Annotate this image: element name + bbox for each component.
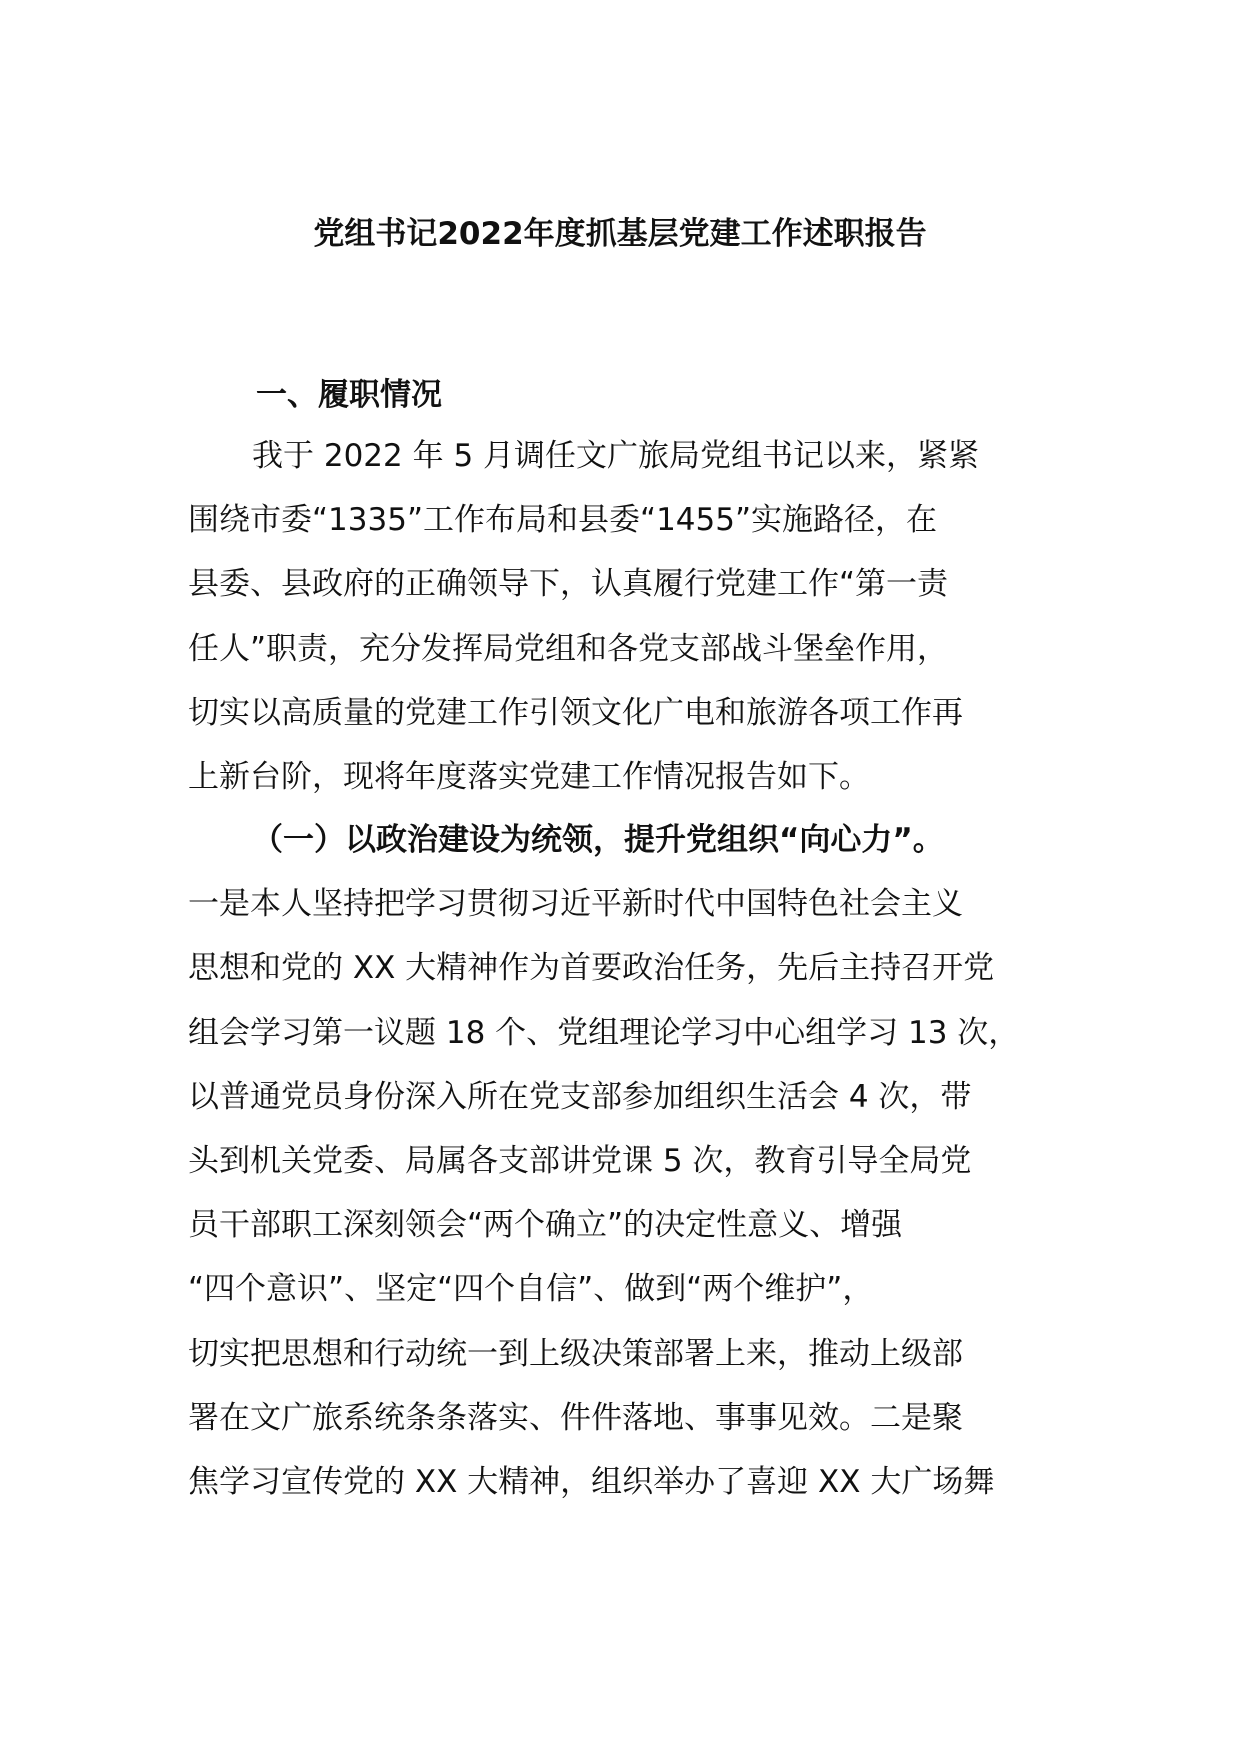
paragraph-1 (188, 424, 1088, 809)
paragraph-line: 组会学习第一议题 18 个、党组理论学习中心组学习 13 次， (188, 1014, 1020, 1051)
paragraph-line: 员干部职工深刻领会“两个确立”的决定性意义、增强 (188, 1207, 903, 1244)
paragraph-line: 头到机关党委、局属各支部讲党课 5 次，教育引导全局党 (188, 1142, 972, 1179)
paragraph-line: 上新台阶，现将年度落实党建工作情况报告如下。 (188, 758, 870, 795)
paragraph-line: 县委、县政府的正确领导下，认真履行党建工作“第一责 (188, 566, 949, 603)
subheading: （一）以政治建设为统领，提升党组织“向心力”。 (252, 822, 944, 858)
paragraph-line: 焦学习宣传党的 XX 大精神，组织举办了喜迎 XX 大广场舞 (188, 1463, 995, 1500)
paragraph-line: 切实以高质量的党建工作引领文化广电和旅游各项工作再 (188, 694, 963, 731)
paragraph-line: 署在文广旅系统条条落实、件件落地、事事见效。二是聚 (188, 1399, 963, 1436)
paragraph-line: 任人”职责，充分发挥局党组和各党支部战斗堡垒作用， (188, 630, 949, 667)
paragraph-line: 思想和党的 XX 大精神作为首要政治任务，先后主持召开党 (188, 950, 995, 987)
section-heading: 一、履职情况 (256, 377, 442, 413)
paragraph-line: 围绕市委“1335”工作布局和县委“1455”实施路径，在 (188, 502, 938, 539)
paragraph-2 (188, 808, 1088, 1514)
paragraph-line: 切实把思想和行动统一到上级决策部署上来，推动上级部 (188, 1335, 963, 1372)
paragraph-line: “四个意识”、坚定“四个自信”、做到“两个维护”， (188, 1271, 874, 1308)
paragraph-line: 以普通党员身份深入所在党支部参加组织生活会 4 次，带 (188, 1078, 972, 1115)
paragraph-line: 我于 2022 年 5 月调任文广旅局党组书记以来，紧紧 (252, 438, 980, 474)
paragraph-line: 一是本人坚持把学习贯彻习近平新时代中国特色社会主义 (188, 886, 963, 923)
document-title: 党组书记2022年度抓基层党建工作述职报告 (313, 216, 927, 252)
